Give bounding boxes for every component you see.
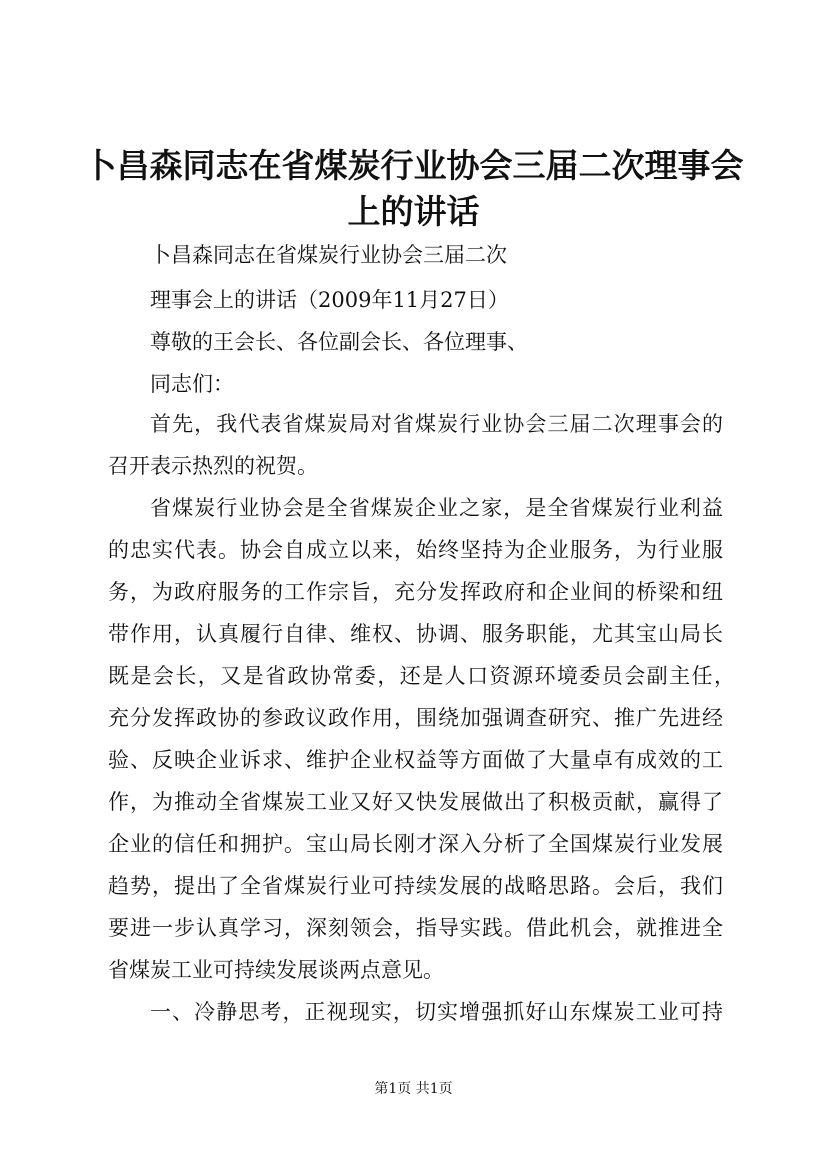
body-line: 的忠实代表。协会自成立以来，始终坚持为企业服务，为行业服 (108, 538, 723, 562)
body-line: 务，为政府服务的工作宗旨，充分发挥政府和企业间的桥梁和纽 (108, 580, 723, 604)
body-line: 尊敬的王会长、各位副会长、各位理事、 (150, 330, 528, 354)
body-line: 卜昌森同志在省煤炭行业协会三届二次 (150, 243, 507, 267)
body-line: 验、反映企业诉求、维护企业权益等方面做了大量卓有成效的工 (108, 748, 723, 772)
title-line-1: 卜昌森同志在省煤炭行业协会三届二次理事会 (83, 146, 744, 185)
body-line: 省煤炭工业可持续发展谈两点意见。 (108, 958, 444, 982)
body-line: 理事会上的讲话（2009年11月27日） (150, 288, 509, 312)
body-line: 要进一步认真学习，深刻领会，指导实践。借此机会，就推进全 (108, 916, 723, 940)
title-line-2: 上的讲话 (347, 192, 480, 231)
body-line: 召开表示热烈的祝贺。 (108, 454, 318, 478)
body-line: 省煤炭行业协会是全省煤炭企业之家，是全省煤炭行业利益 (150, 496, 723, 520)
body-line: 企业的信任和拥护。宝山局长刚才深入分析了全国煤炭行业发展 (108, 832, 723, 856)
body-line: 同志们： (150, 372, 234, 396)
body-line: 作，为推动全省煤炭工业又好又快发展做出了积极贡献，赢得了 (108, 790, 723, 814)
body-line: 趋势，提出了全省煤炭行业可持续发展的战略思路。会后，我们 (108, 874, 723, 898)
body-line: 带作用，认真履行自律、维权、协调、服务职能，尤其宝山局长 (108, 622, 723, 646)
body-line: 一、冷静思考，正视现实，切实增强抓好山东煤炭工业可持 (150, 1000, 723, 1024)
document-title (60, 143, 767, 235)
page-number-footer: 第1页 共1页 (374, 1081, 453, 1097)
body-line: 充分发挥政协的参政议政作用，围绕加强调查研究、推广先进经 (108, 706, 723, 730)
body-line: 首先，我代表省煤炭局对省煤炭行业协会三届二次理事会的 (150, 412, 723, 436)
body-line: 既是会长，又是省政协常委，还是人口资源环境委员会副主任， (108, 664, 735, 688)
